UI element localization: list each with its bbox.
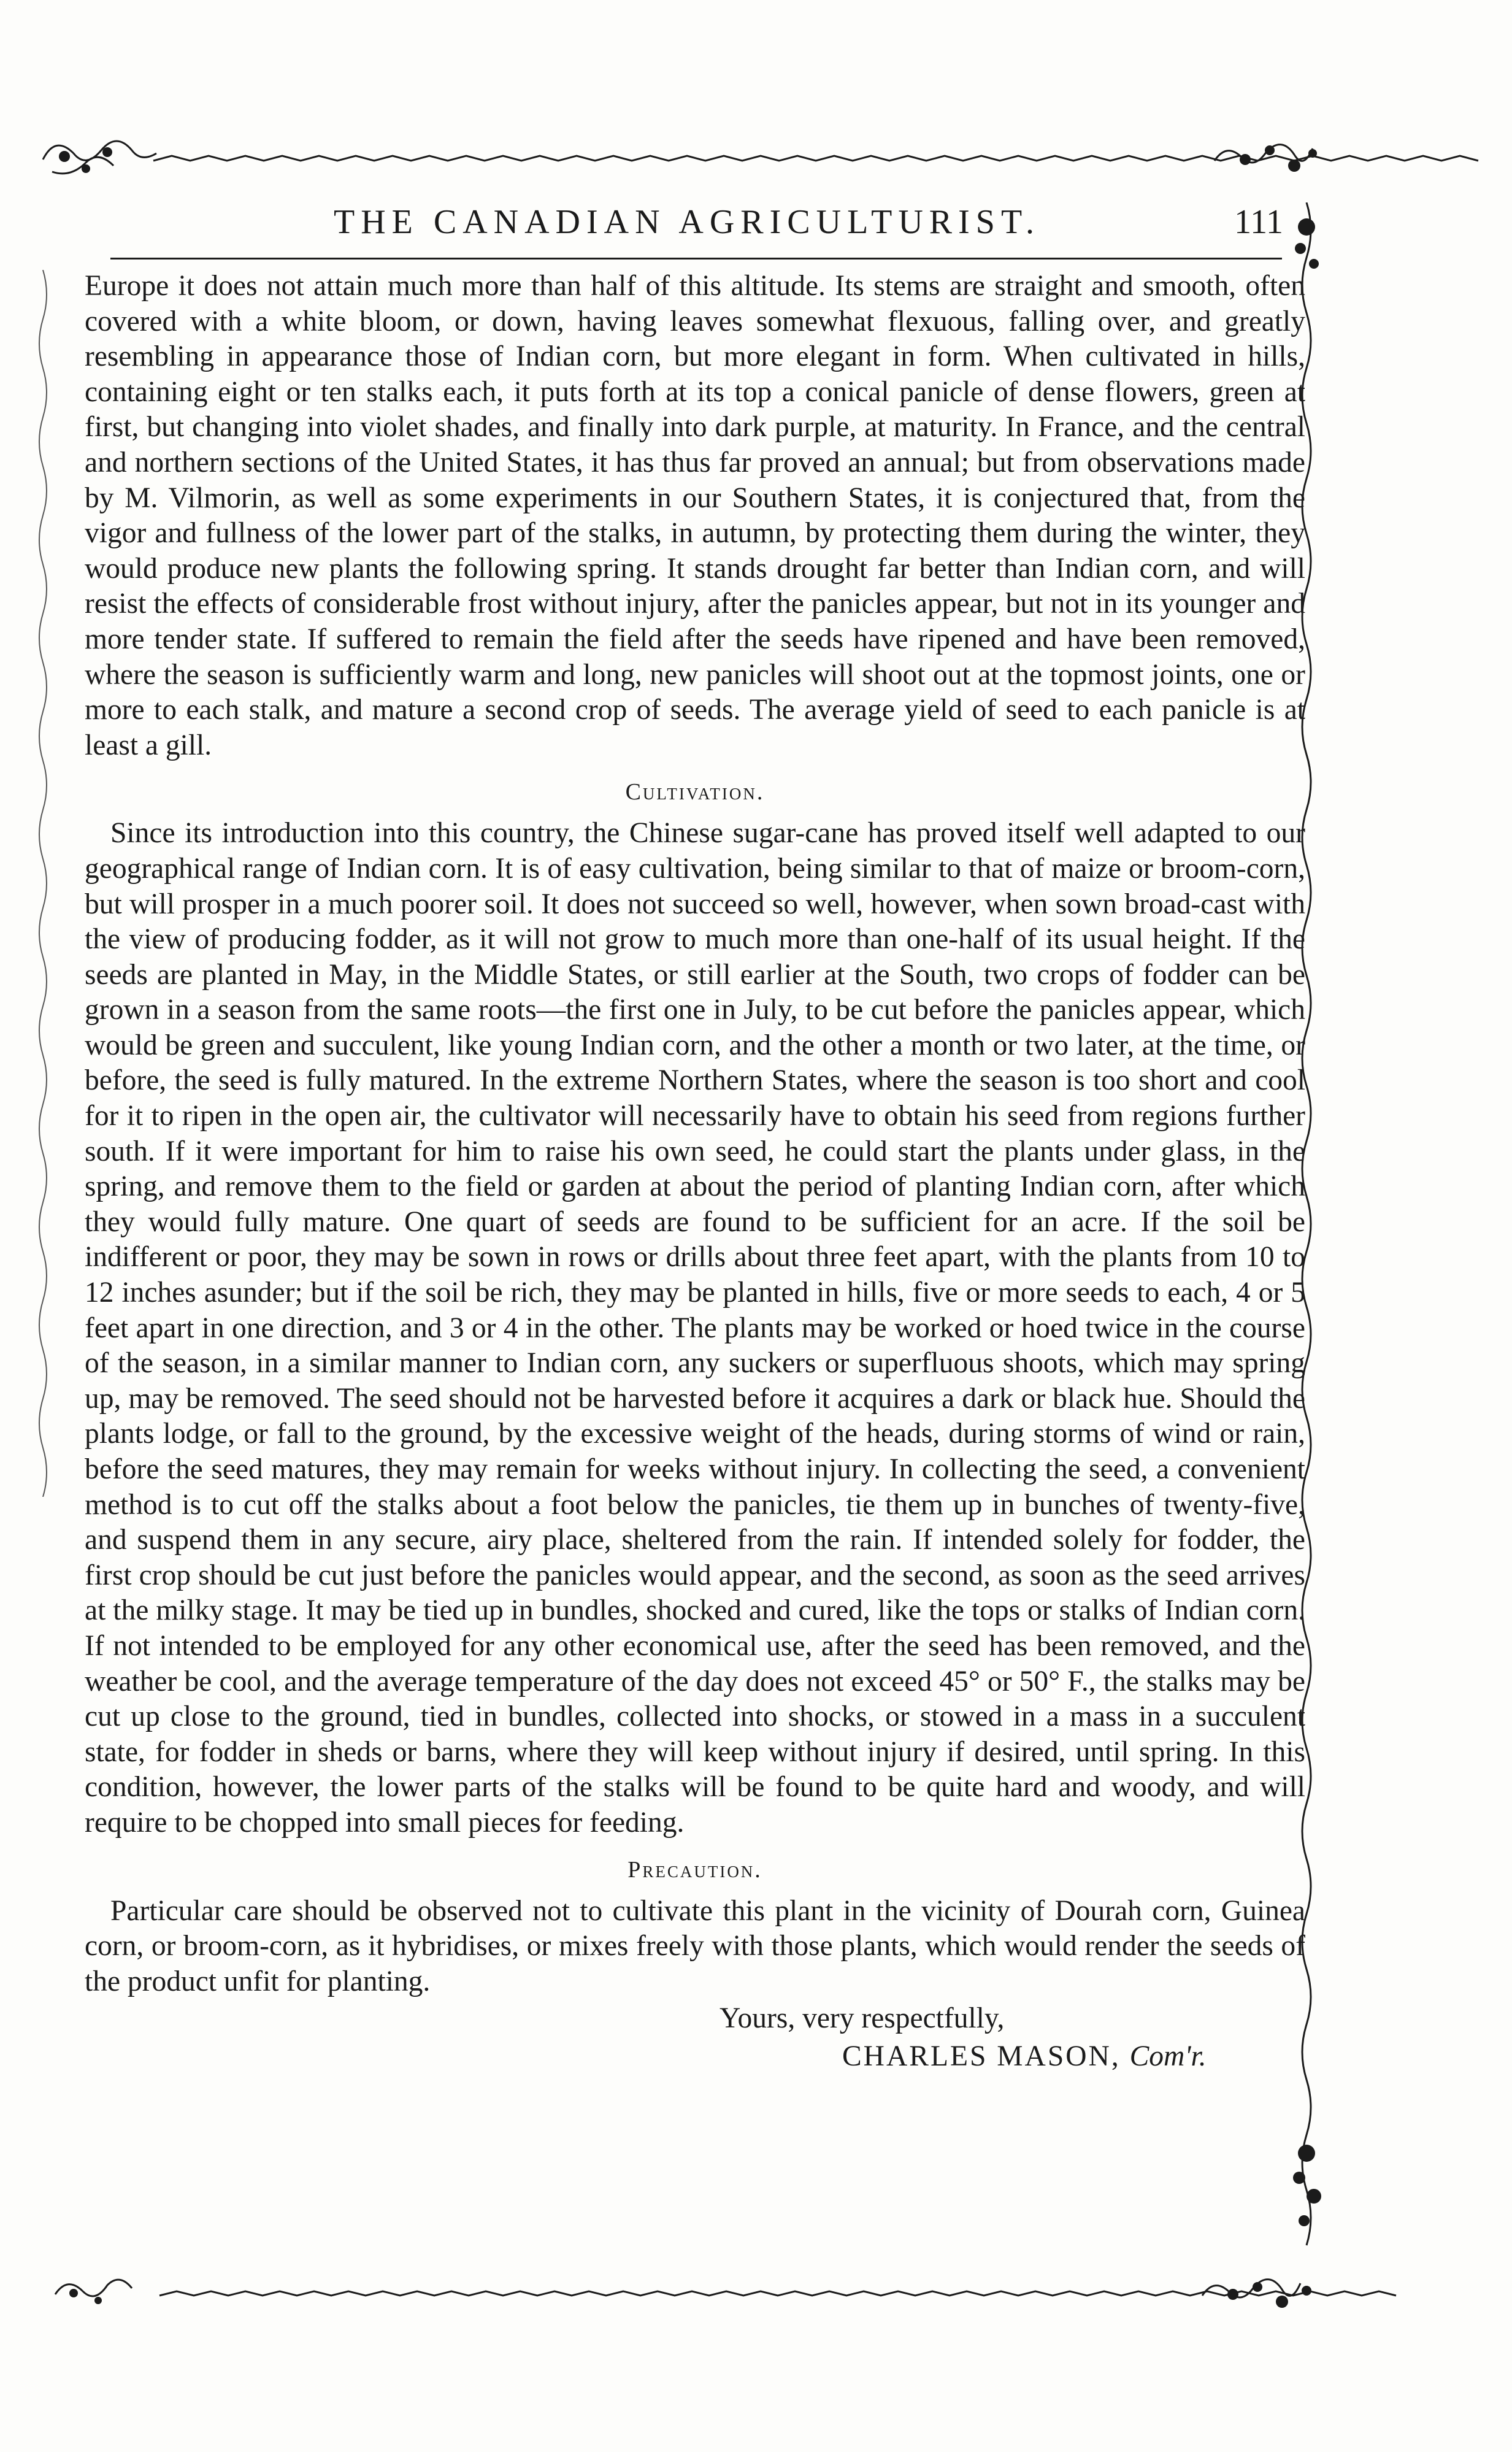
cultivation-paragraph: Since its introduction into this country, the Chinese sugar-cane has proved itself well adapted to our geographical range of Indian corn. It is of easy cultivation, being similar to that of maize or broom-corn, but will prosper in a much poorer soil. It does not succeed so well, however, when sown broad-cast with the view of producing fodder, as it will not grow to much more than one-half of its usual height. If the seeds are planted in May, in the Middle States, or still earlier at the South, two crops of fodder can be grown in a season from the same roots—the first one in July, to be cut before the panicles appear, which would be green and succulent, like young Indian corn, and the other a month or two later, at the time, or before, the seed is fully matured. In the extreme Northern States, where the season is too short and cool for it to ripen in the open air, the cultivator will necessarily have to obtain his seed from regions further south. If it were important for him to raise his own seed, he could start the plants under glass, in the spring, and remove them to the field or garden at about the period of planting Indian corn, after which they would fully mature. One quart of seeds are found to be sufficient for an acre. If the soil be indifferent or poor, they may be sown in rows or drills about three feet apart, with the plants from 10 to 12 inches asunder; but if the soil be rich, they may be planted in hills, five or more seeds to each, 4 or 5 feet apart in one direction, and 3 or 4 in the other. The plants may be worked or hoed twice in the course of the season, in a similar manner to Indian corn, any suckers or superfluous shoots, which may spring up, may be removed. The seed should not be harvested before it acquires a dark or black hue. Should the plants lodge, or fall to the ground, by the excessive weight of the heads, during storms of wind or rain, before the seed matures, they may remain for weeks without injury. In collecting the seed, a convenient method is to cut off the stalks about a foot below the panicles, tie them up in bunches of twenty-five, and suspend them in any secure, airy place, sheltered from the rain. If intended solely for fodder, the first crop should be cut just before the panicles would appear, and the second, as soon as the seed arrives at the milky stage. It may be tied up in bundles, shocked and cured, like the tops or stalks of Indian corn. If not intended to be employed for any other economical use, after the seed has been removed, and the weather be cool, and the average temperature of the day does not exceed 45° or 50° F., the stalks may be cut up close to the ground, tied in bundles, collected into shocks, or stowed in a mass in a succulent state, for fodder in sheds or barns, where they will keep without injury if desired, until spring. In this condition, however, the lower parts of the stalks will be found to be quite hard and woody, and will require to be chopped into small pieces for feeding. bbox=[85, 817, 1305, 1839]
signature-name: CHARLES MASON, bbox=[842, 2040, 1121, 2073]
running-title: THE CANADIAN AGRICULTURIST. bbox=[334, 203, 1040, 241]
top-scroll-ornament-icon bbox=[0, 123, 1512, 196]
signature-role: Com'r. bbox=[1129, 2040, 1207, 2073]
left-wavy-rule-icon bbox=[25, 270, 61, 1497]
article-body bbox=[85, 269, 1305, 2075]
signature bbox=[85, 2037, 1305, 2075]
precaution-paragraph: Particular care should be observed not to cultivate this plant in the vicinity of Dourah corn, Guinea corn, or broom-corn, as it hybridises, or mixes freely with those plants, which would render the seeds of the product unfit for planting. bbox=[85, 1894, 1305, 1997]
intro-paragraph: Europe it does not attain much more than half of this altitude. Its stems are straight and smooth, often covered with a white bloom, or down, having leaves somewhat flexuous, falling over, and greatly resembling in appearance those of Indian corn, but more elegant in form. When cultivated in hills, containing eight or ten stalks each, it puts forth at its top a conical panicle of dense flowers, green at first, but changing into violet shades, and finally into dark purple, at maturity. In France, and the central and northern sections of the United States, it has thus far proved an annual; but from observations made by M. Vilmorin, as well as some experiments in our Southern States, it is conjectured that, from the vigor and fullness of the lower part of the stalks, in autumn, by protecting them during the winter, they would produce new plants the following spring. It stands drought far better than Indian corn, and will resist the effects of considerable frost without injury, after the panicles appear, but not in its younger and more tender state. If suffered to remain the field after the seeds have ripened and have been removed, where the season is sufficiently warm and long, new panicles will shoot out at the topmost joints, one or more to each stalk, and mature a second crop of seeds. The average yield of seed to each panicle is at least a gill. bbox=[85, 270, 1305, 761]
page-header bbox=[74, 198, 1300, 253]
header-rule bbox=[110, 258, 1282, 259]
salutation: Yours, very respectfully, bbox=[720, 2002, 1005, 2035]
precaution-heading: Precaution. bbox=[627, 1856, 762, 1883]
cultivation-heading: Cultivation. bbox=[625, 779, 765, 805]
bottom-scroll-ornament-icon bbox=[0, 2264, 1512, 2331]
page-number: 111 bbox=[1234, 203, 1283, 241]
